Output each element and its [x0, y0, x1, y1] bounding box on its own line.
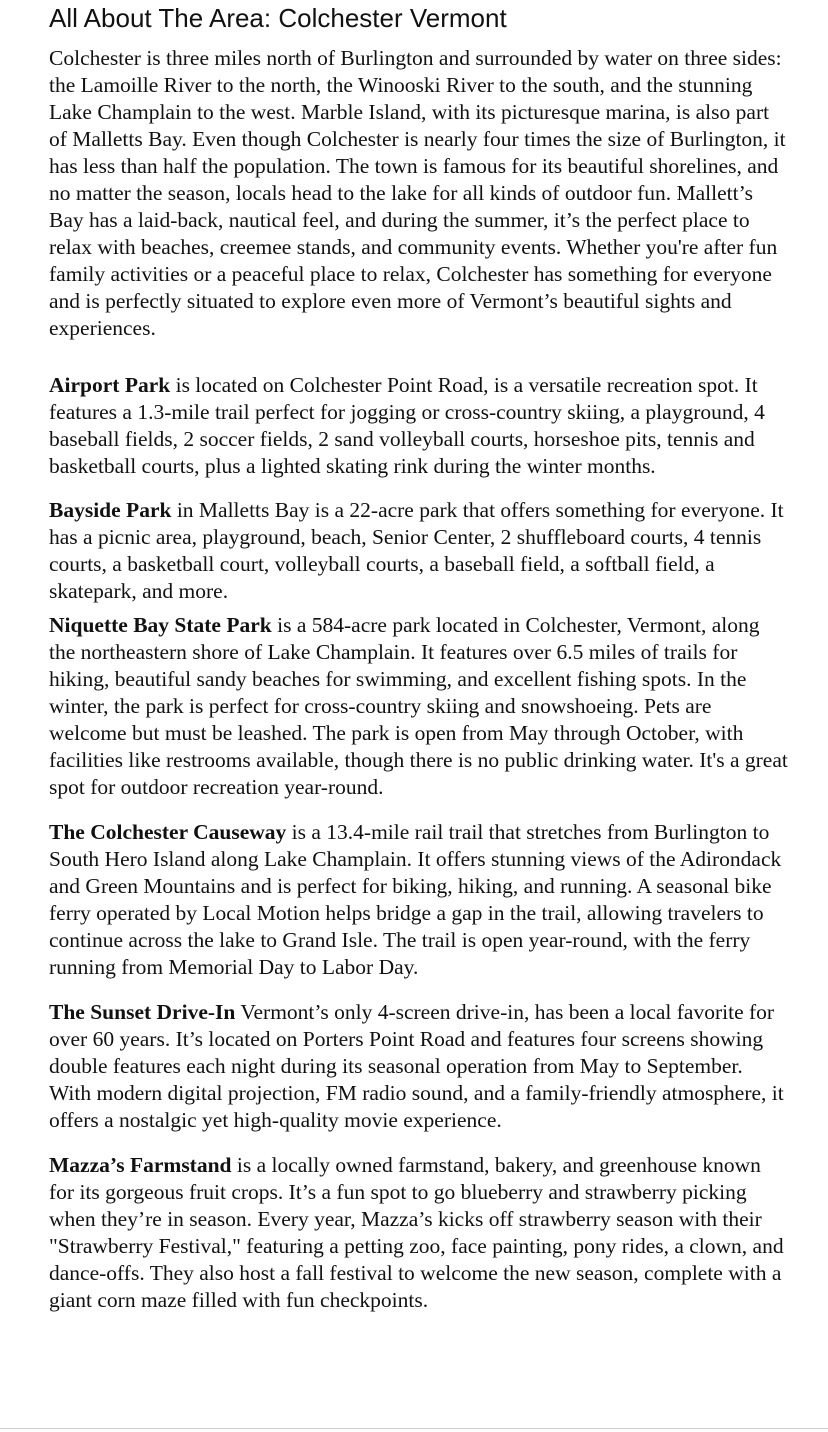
- intro-paragraph: Colchester is three miles north of Burlington and surrounded by water on three sides: the Lamoille River to the north, the Winooski River to the south, and the stunning Lake Champlain to the west. Marble Island, with its picturesque marina, is also part of Malletts Bay. Even though Colchester is nearly four times the size of Burlington, it has less than half the population. The town is famous for its beautiful shorelines, and no matter the season, locals head to the lake for all kinds of outdoor fun. Mallett’s Bay has a laid-back, nautical feel, and during the summer, it’s the perfect place to relax with beaches, creemee stands, and community events. Whether you're after fun family activities or a peaceful place to relax, Colchester has something for everyone and is perfectly situated to explore even more of Vermont’s beautiful sights and experiences.: [49, 46, 786, 340]
- section-name: Airport Park: [49, 373, 171, 397]
- section-name: Niquette Bay State Park: [49, 613, 272, 637]
- section-text: is a locally owned farmstand, bakery, and greenhouse known for its gorgeous fruit crops. It’s a fun spot to go blueberry and strawberry picking when they’re in season. Every year, Mazza’s kicks off strawberry season with their "Strawberry Festival," featuring a petting zoo, face painting, pony rides, a clown, and dance-offs. They also host a fall festival to welcome the new season, complete with a giant corn maze filled with fun checkpoints.: [49, 1153, 784, 1312]
- section-bayside-park: [49, 497, 789, 605]
- section-text: in Malletts Bay is a 22-acre park that offers something for everyone. It has a picnic area, playground, beach, Senior Center, 2 shuffleboard courts, 4 tennis courts, a basketball court, volleyball courts, a baseball field, a softball field, a skatepark, and more.: [49, 498, 784, 603]
- page-title: All About The Area: Colchester Vermont: [49, 3, 507, 33]
- bottom-divider: [0, 1428, 828, 1429]
- section-name: Bayside Park: [49, 498, 172, 522]
- section-colchester-causeway: [49, 819, 789, 981]
- section-text: Vermont’s only 4-screen drive-in, has been a local favorite for over 60 years. It’s located on Porters Point Road and features four screens showing double features each night during its seasonal operation from May to September. With modern digital projection, FM radio sound, and a family-friendly atmosphere, it offers a nostalgic yet high-quality movie experience.: [49, 1000, 784, 1132]
- article: [49, 0, 789, 1314]
- section-name: Mazza’s Farmstand: [49, 1153, 232, 1177]
- section-sunset-drive-in: [49, 999, 789, 1134]
- section-airport-park: [49, 372, 789, 480]
- section-text: is a 13.4-mile rail trail that stretches from Burlington to South Hero Island along Lake Champlain. It offers stunning views of the Adirondack and Green Mountains and is perfect for biking, hiking, and running. A seasonal bike ferry operated by Local Motion helps bridge a gap in the trail, allowing travelers to continue across the lake to Grand Isle. The trail is open year-round, with the ferry running from Memorial Day to Labor Day.: [49, 820, 782, 979]
- section-name: The Sunset Drive-In: [49, 1000, 236, 1024]
- section-text: is located on Colchester Point Road, is a versatile recreation spot. It features a 1.3-mile trail perfect for jogging or cross-country skiing, a playground, 4 baseball fields, 2 soccer fields, 2 sand volleyball courts, horseshoe pits, tennis and basketball courts, plus a lighted skating rink during the winter months.: [49, 373, 765, 478]
- section-name: The Colchester Causeway: [49, 820, 287, 844]
- section-text: is a 584-acre park located in Colchester, Vermont, along the northeastern shore of Lake Champlain. It features over 6.5 miles of trails for hiking, beautiful sandy beaches for swimming, and excellent fishing spots. In the winter, the park is perfect for cross-country skiing and snowshoeing. Pets are welcome but must be leashed. The park is open from May through October, with facilities like restrooms available, though there is no public drinking water. It's a great spot for outdoor recreation year-round.: [49, 613, 788, 799]
- section-mazzas-farmstand: [49, 1152, 789, 1314]
- section-niquette-bay-state-park: [49, 612, 789, 801]
